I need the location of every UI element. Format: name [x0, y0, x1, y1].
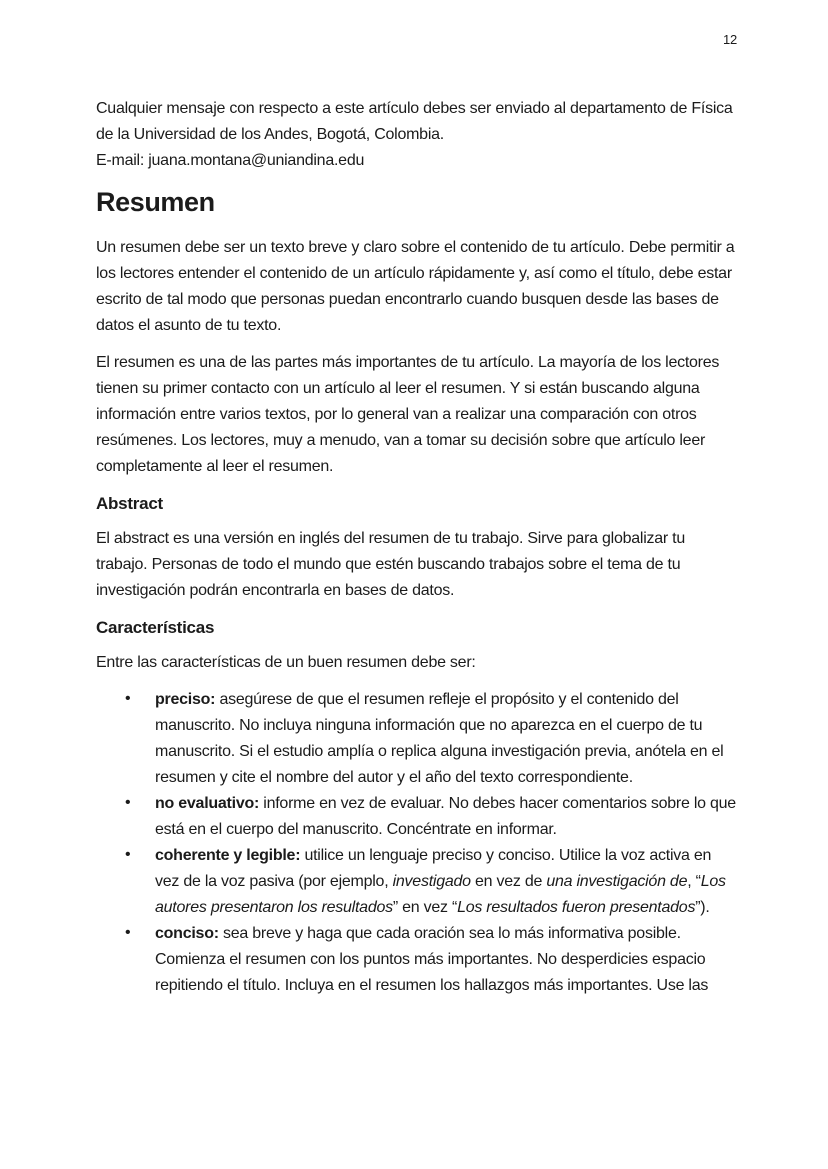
bullet-text: preciso: asegúrese de que el resumen refleje el propósito y el contenido del manuscrito. No incluya ninguna información que no aparezca en el cuerpo de tu manuscrito. Si el estudio amplía o replica alguna investigación previa, anótela en el resumen y cite el nombre del autor y el año del texto correspondiente.	[155, 691, 724, 786]
bullet-text: no evaluativo: informe en vez de evaluar. No debes hacer comentarios sobre lo que está en el cuerpo del manuscrito. Concéntrate en informar.	[155, 795, 736, 838]
section-title-resumen: Resumen	[96, 187, 215, 217]
document-content	[96, 96, 736, 999]
bullet-icon: •	[125, 794, 131, 811]
subheading-abstract: Abstract	[96, 494, 163, 513]
intro-address-text: Cualquier mensaje con respecto a este artículo debes ser enviado al departamento de Física de la Universidad de los Andes, Bogotá, Colombia.	[96, 100, 733, 143]
bullet-text: conciso: sea breve y haga que cada oración sea lo más informativa posible. Comienza el resumen con los puntos más importantes. No desperdicies espacio repitiendo el título. Incluya en el resumen los hallazgos más importantes. Use las	[155, 925, 709, 994]
resumen-paragraph-1: Un resumen debe ser un texto breve y claro sobre el contenido de tu artículo. Debe permitir a los lectores entender el contenido de un artículo rápidamente y, así como el título, debe estar escrito de tal modo que personas puedan encontrarlo cuando busquen desde las bases de datos el asunto de tu texto.	[96, 239, 735, 334]
bullet-text: coherente y legible: utilice un lenguaje preciso y conciso. Utilice la voz activa en vez de la voz pasiva (por ejemplo, investigado en vez de una investigación de, “Los autores presentaron los resultados” en vez “Los resultados fueron presentados”).	[155, 847, 726, 916]
resumen-paragraph-2: El resumen es una de las partes más importantes de tu artículo. La mayoría de los lectores tienen su primer contacto con un artículo al leer el resumen. Y si están buscando alguna información entre varios textos, por lo general van a realizar una comparación con otros resúmenes. Los lectores, muy a menudo, van a tomar su decisión sobre que artículo leer completamente al leer el resumen.	[96, 354, 720, 475]
bullet-item	[96, 843, 736, 921]
characteristics-list	[96, 687, 736, 999]
intro-email-line: E-mail: juana.montana@uniandina.edu	[96, 152, 365, 169]
bullet-icon: •	[125, 846, 131, 863]
caracteristicas-intro: Entre las características de un buen resumen debe ser:	[96, 654, 476, 671]
page-number: 12	[722, 32, 737, 47]
bullet-icon: •	[125, 690, 131, 707]
subheading-caracteristicas: Características	[96, 618, 215, 637]
bullet-item	[96, 687, 736, 791]
bullet-item	[96, 921, 736, 999]
abstract-paragraph: El abstract es una versión en inglés del resumen de tu trabajo. Sirve para globalizar tu trabajo. Personas de todo el mundo que estén buscando trabajos sobre el tema de tu investigación podrán encontrarla en bases de datos.	[96, 530, 686, 599]
intro-paragraph	[96, 96, 736, 174]
bullet-icon: •	[125, 924, 131, 941]
bullet-item	[96, 791, 736, 843]
